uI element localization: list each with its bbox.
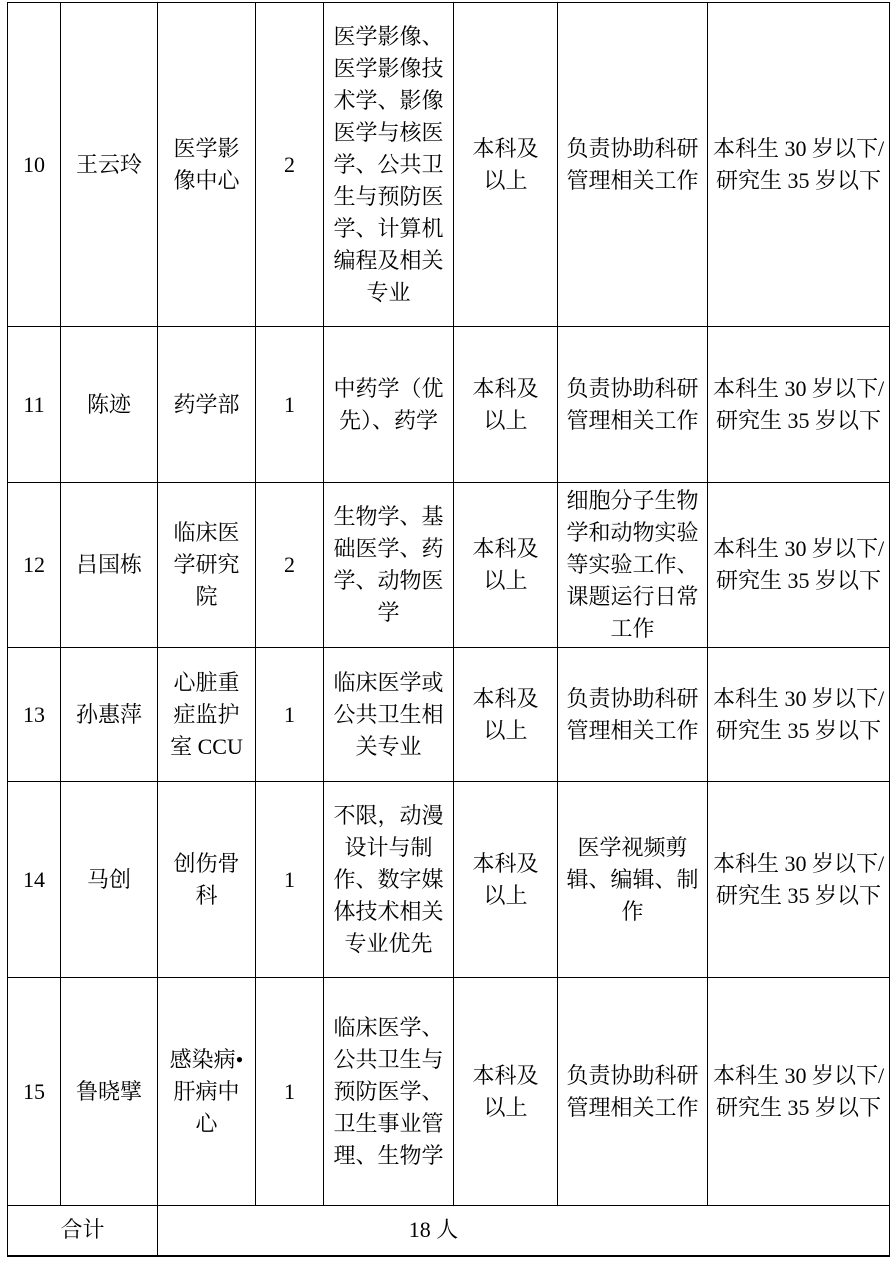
- name-cell: 鲁晓擘: [61, 978, 158, 1206]
- department-cell: 医学影像中心: [158, 3, 256, 327]
- education-cell: 本科及以上: [454, 3, 558, 327]
- name-cell: 孙惠萍: [61, 648, 158, 782]
- name-cell: 王云玲: [61, 3, 158, 327]
- duty-cell: 负责协助科研管理相关工作: [558, 327, 708, 483]
- name-cell: 吕国栋: [61, 483, 158, 648]
- age-requirement-cell: 本科生 30 岁以下/研究生 35 岁以下: [708, 483, 890, 648]
- row-number-cell: 13: [8, 648, 61, 782]
- department-cell: 药学部: [158, 327, 256, 483]
- row-number-cell: 15: [8, 978, 61, 1206]
- major-cell: 中药学（优先）、药学: [324, 327, 454, 483]
- count-cell: 1: [256, 648, 324, 782]
- table-row: [8, 483, 890, 648]
- duty-cell: 细胞分子生物学和动物实验等实验工作、课题运行日常工作: [558, 483, 708, 648]
- name-cell: 陈迹: [61, 327, 158, 483]
- department-cell: 临床医学研究院: [158, 483, 256, 648]
- table-row: [8, 782, 890, 978]
- department-cell: 心脏重症监护室 CCU: [158, 648, 256, 782]
- department-cell: 感染病•肝病中心: [158, 978, 256, 1206]
- major-cell: 临床医学或公共卫生相关专业: [324, 648, 454, 782]
- count-cell: 1: [256, 978, 324, 1206]
- age-requirement-cell: 本科生 30 岁以下/研究生 35 岁以下: [708, 648, 890, 782]
- duty-cell: 负责协助科研管理相关工作: [558, 3, 708, 327]
- duty-cell: 医学视频剪辑、编辑、制作: [558, 782, 708, 978]
- age-requirement-cell: 本科生 30 岁以下/研究生 35 岁以下: [708, 782, 890, 978]
- education-cell: 本科及以上: [454, 648, 558, 782]
- education-cell: 本科及以上: [454, 782, 558, 978]
- row-number-cell: 12: [8, 483, 61, 648]
- total-row: [8, 1206, 890, 1256]
- department-cell: 创伤骨科: [158, 782, 256, 978]
- duty-cell: 负责协助科研管理相关工作: [558, 648, 708, 782]
- major-cell: 不限，动漫设计与制作、数字媒体技术相关专业优先: [324, 782, 454, 978]
- education-cell: 本科及以上: [454, 327, 558, 483]
- count-cell: 2: [256, 3, 324, 327]
- count-cell: 2: [256, 483, 324, 648]
- count-cell: 1: [256, 327, 324, 483]
- count-cell: 1: [256, 782, 324, 978]
- total-label-cell: 合计: [8, 1206, 158, 1256]
- row-number-cell: 10: [8, 3, 61, 327]
- age-requirement-cell: 本科生 30 岁以下/研究生 35 岁以下: [708, 327, 890, 483]
- row-number-cell: 14: [8, 782, 61, 978]
- table-row: [8, 978, 890, 1206]
- table-row: [8, 648, 890, 782]
- major-cell: 医学影像、医学影像技术学、影像医学与核医学、公共卫生与预防医学、计算机编程及相关专业: [324, 3, 454, 327]
- major-cell: 生物学、基础医学、药学、动物医学: [324, 483, 454, 648]
- age-requirement-cell: 本科生 30 岁以下/研究生 35 岁以下: [708, 978, 890, 1206]
- table-row: [8, 3, 890, 327]
- education-cell: 本科及以上: [454, 978, 558, 1206]
- education-cell: 本科及以上: [454, 483, 558, 648]
- major-cell: 临床医学、公共卫生与预防医学、卫生事业管理、生物学: [324, 978, 454, 1206]
- age-requirement-cell: 本科生 30 岁以下/研究生 35 岁以下: [708, 3, 890, 327]
- row-number-cell: 11: [8, 327, 61, 483]
- recruitment-table: [7, 2, 890, 1257]
- duty-cell: 负责协助科研管理相关工作: [558, 978, 708, 1206]
- name-cell: 马创: [61, 782, 158, 978]
- table-row: [8, 327, 890, 483]
- total-value-cell: 18 人: [158, 1206, 890, 1256]
